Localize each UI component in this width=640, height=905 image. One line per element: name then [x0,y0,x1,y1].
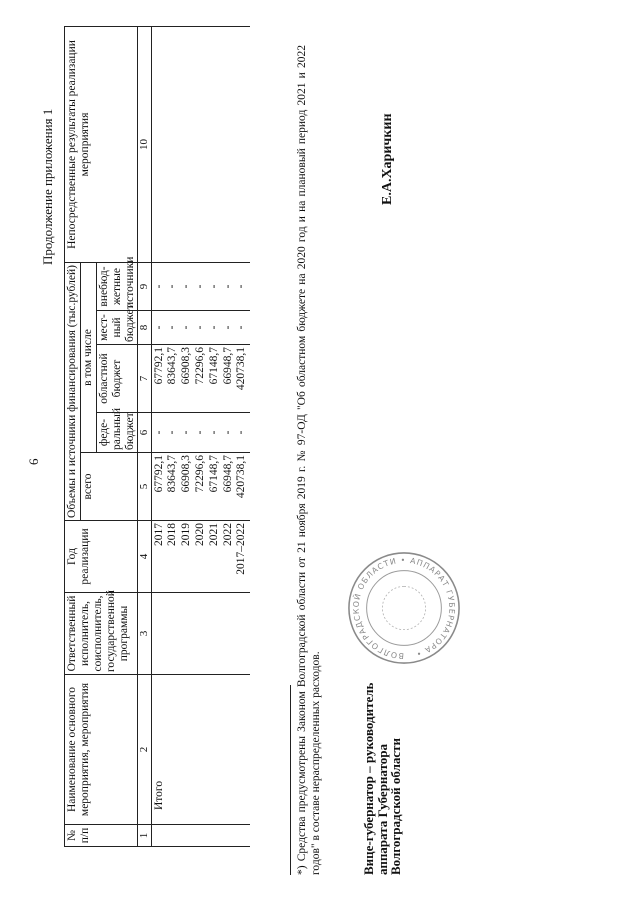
signer-title-line3: Волгоградской области [388,737,404,875]
extra-column [151,262,250,310]
page-number: 6 [26,458,41,465]
column-number: 1 [138,825,151,847]
local-cell: - [221,325,234,330]
total-cell: 66948,7 [221,455,234,493]
header-local: мест-ный бюджет [96,311,138,345]
total-cell: 420738,1 [235,455,248,499]
official-seal-stamp [345,549,463,667]
header-results: Непосредственные результаты реализации мероприятия [65,26,138,262]
regional-cell: 66908,3 [180,347,193,385]
year-cell: 2022 [221,523,234,546]
total-column [151,453,250,521]
signer-block [362,683,403,875]
federal-cell: - [221,430,234,435]
local-cell: - [152,325,165,330]
financing-table [64,26,250,847]
regional-cell: 67148,7 [207,347,220,385]
header-executor: Ответственный исполнитель, соисполнитель, государственной программы [65,593,138,675]
total-cell: 67148,7 [207,455,220,493]
extra-cell: - [166,284,179,289]
signer-title-line2: аппарата Губернатора [374,743,390,875]
regional-cell: 66948,7 [221,347,234,385]
header-total: всего [80,453,138,521]
local-cell: - [235,325,248,330]
federal-cell: - [180,430,193,435]
header-regional: областной бюджет [96,345,138,413]
local-cell: - [207,325,220,330]
header-extra: внебюд-жетные источники [96,262,138,310]
column-number: 3 [138,593,151,675]
signer-name: Е.А.Харичкин [380,113,395,205]
column-number: 4 [138,521,151,593]
federal-cell: - [166,430,179,435]
federal-cell: - [207,430,220,435]
continuation-heading: Продолжение приложения 1 [40,108,55,265]
year-cell: 2017 [152,523,165,546]
column-number: 10 [138,26,151,262]
year-cell: 2021 [207,523,220,546]
results-cell [151,26,250,262]
column-number: 7 [138,345,151,413]
stamp-text: ВОЛГОГРАДСКОЙ ОБЛАСТИ • АППАРАТ ГУБЕРНАТОРА • [351,555,457,661]
federal-column [151,413,250,453]
total-cell: 66908,3 [180,455,193,493]
local-cell: - [180,325,193,330]
extra-cell: - [152,284,165,289]
extra-cell: - [235,284,248,289]
column-number: 5 [138,453,151,521]
local-cell: - [194,325,207,330]
local-column [151,311,250,345]
year-cell: 2019 [180,523,193,546]
regional-cell: 72296,6 [194,347,207,385]
local-cell: - [166,325,179,330]
regional-cell: 420738,1 [235,347,248,391]
column-number: 8 [138,311,151,345]
federal-cell: - [194,430,207,435]
federal-cell: - [235,430,248,435]
year-cell: 2018 [166,523,179,546]
header-num: № п/п [65,825,138,847]
table-row [151,26,250,846]
header-volumes: Объемы и источники финансирования (тыс.рублей) [65,262,81,520]
regional-column [151,345,250,413]
footnote-divider [290,685,291,875]
regional-cell: 83643,7 [166,347,179,385]
regional-cell: 67792,1 [152,347,165,385]
header-year: Год реализации [65,521,138,593]
extra-cell: - [207,284,220,289]
header-federal: феде-ральный бюджет [96,413,138,453]
year-cell: 2020 [194,523,207,546]
total-cell: 83643,7 [166,455,179,493]
federal-cell: - [152,430,165,435]
column-number: 2 [138,675,151,825]
header-including: в том числе [80,262,96,452]
extra-cell: - [194,284,207,289]
column-number: 6 [138,413,151,453]
signer-title-line1: Вице-губернатор – руководитель [361,682,376,875]
header-name: Наименование основного мероприятия, мероприятия [65,675,138,825]
year-column [151,521,250,593]
column-number: 9 [138,262,151,310]
total-label: Итого [151,675,250,825]
extra-cell: - [180,284,193,289]
footnote: *) Средства предусмотрены Законом Волгоградской области от 21 ноября 2019 г. № 97-ОД "Об областном бюджете на 2020 год и на плановый период 2021 и 2022 годов" в составе нераспределенных расходов. [296,45,323,875]
total-cell: 72296,6 [194,455,207,493]
extra-cell: - [221,284,234,289]
total-cell: 67792,1 [152,455,165,493]
year-cell: 2017–2022 [235,523,248,575]
